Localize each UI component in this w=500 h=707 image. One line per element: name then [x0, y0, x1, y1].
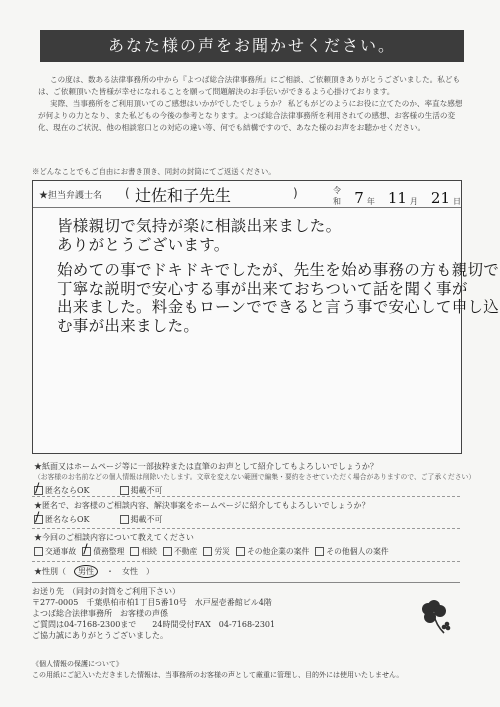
gender-label: ★性別（: [34, 567, 66, 576]
lawyer-label: ★担当弁護士名: [39, 191, 103, 201]
question-case-options: [34, 514, 370, 525]
category-other-corporate[interactable]: その他企業の案件: [236, 546, 309, 557]
category-traffic[interactable]: 交通事故: [34, 546, 76, 557]
privacy-section: [32, 659, 403, 681]
lawyer-name-handwritten: 辻佐和子先生: [135, 186, 232, 205]
footer-office: よつば総合法律事務所 お客様の声係: [32, 609, 168, 618]
checkbox[interactable]: [120, 486, 129, 495]
comment-box-header: [33, 181, 461, 208]
question-publish: [34, 461, 475, 496]
handwritten-comment: [57, 217, 500, 335]
intro-paragraph-1: この度は、数ある法律事務所の中から『よつば総合法律事務所』にご相談、ご依頼頂きありがとうございました。私どもは、ご依頼頂いた皆様が幸せになれることを願って問題解決のお手伝いができるよう心掛けております。: [38, 75, 461, 96]
clover-icon: [414, 597, 454, 637]
option-anonymous-ok[interactable]: / 匿名ならOK: [34, 514, 90, 525]
comment-line: 丁寧な説明で安心する事が出来ておちついて話を聞く事が: [57, 279, 468, 298]
comment-line: む事が出来ました。: [57, 316, 200, 335]
comment-line: ありがとうございます。: [57, 235, 230, 254]
privacy-text: この用紙にご記入いただきました情報は、当事務所のお客様の声として厳重に管理し、目的外には使用いたしません。: [32, 671, 404, 679]
category-options: [34, 546, 389, 557]
page-title: あなた様の声をお聞かせください。: [40, 30, 464, 62]
lawyer-paren-close: ): [293, 186, 298, 200]
question-case: [34, 500, 370, 525]
option-not-allowed[interactable]: 掲載不可: [120, 485, 163, 496]
gender-separator: ・: [106, 567, 114, 576]
footer-contact: [32, 586, 275, 641]
date-day: 21: [430, 189, 450, 207]
checkbox-checked[interactable]: [34, 486, 43, 495]
footer-address: 〒277-0005 千葉県柏市柏1丁目5番10号 水戸屋壱番館ビル4階: [32, 598, 272, 607]
category-debt[interactable]: / 債務整理: [82, 546, 124, 557]
intro-paragraph-2: 実際、当事務所をご利用頂いてのご感想はいかがでしたでしょうか？ 私どもがどのようにお役に立てたのか、率直な感想が何よりの力となり、また私どもの今後の参考となります。よつば総合法律事務所を利用されての感想、お客様の生活の変化、現在のご状況、他の相談窓口との対応の違い等、何でも結構ですので、あなた様のお声をお聴かせください。: [38, 99, 463, 132]
footer-phone: ご質問は04-7168-2300まで 24時間受付FAX 04-7168-2301: [32, 620, 276, 629]
gender-options: [34, 565, 154, 578]
category-real-estate[interactable]: 不動産: [163, 546, 197, 557]
question-case-title: ★匿名で、お客様のご相談内容、解決事案をホームページに紹介してもよろしいでしょうか？: [34, 501, 370, 510]
checkbox-checked[interactable]: [34, 515, 43, 524]
option-not-allowed[interactable]: 掲載不可: [120, 514, 163, 525]
comment-line: 皆様親切で気持が楽に相談出来ました。: [57, 217, 342, 235]
footer-thanks: ご協力誠にありがとうございました。: [32, 631, 168, 640]
category-other-personal[interactable]: その他個人の案件: [315, 546, 388, 557]
option-anonymous-ok[interactable]: / 匿名ならOK: [34, 485, 90, 496]
question-category: [34, 532, 389, 557]
date-field: [333, 185, 461, 207]
divider: [32, 561, 460, 562]
gender-female[interactable]: 女性: [122, 567, 138, 576]
question-publish-title: ★紙面又はホームページ等に一部抜粋または直筆のお声として紹介してもよろしいでしょうか？: [34, 462, 378, 471]
question-category-title: ★今回のご相談内容について教えてください: [34, 533, 194, 542]
question-gender: [34, 565, 154, 578]
date-year-unit: 年: [366, 197, 375, 206]
lawyer-paren-open: (: [125, 186, 130, 200]
comment-line: 出来ました。料金もローンでできると言う事で安心して申し込: [57, 298, 500, 316]
privacy-title: 《個人情報の保護について》: [32, 660, 123, 668]
comment-gap: [57, 254, 457, 261]
date-year: 7: [354, 189, 364, 207]
comment-box: [32, 180, 500, 454]
question-publish-sub: （お客様のお名前などの個人情報は削除いたします。文章を変えない範囲で編集・要約をさせていただく場合がありますので、ご了承ください）: [34, 473, 476, 481]
footer-divider: [32, 582, 460, 583]
gender-close: ）: [146, 567, 154, 576]
category-workplace[interactable]: 労災: [203, 546, 230, 557]
date-day-unit: 日: [453, 197, 461, 206]
intro-text: [38, 74, 468, 134]
checkbox[interactable]: [120, 515, 129, 524]
divider: [32, 528, 460, 529]
footer-send-to: お送り先 （同封の封筒をご利用下さい）: [32, 587, 180, 596]
comment-line: 始めての事でドキドキでしたが、先生を始め事務の方も親切で: [57, 261, 500, 279]
date-month: 11: [387, 189, 407, 207]
gender-male-selected[interactable]: 男性: [74, 565, 98, 578]
instruction-note: ※どんなことでもご自由にお書き頂き、同封の封筒にてご返送ください。: [32, 167, 276, 176]
category-inheritance[interactable]: 相続: [130, 546, 157, 557]
date-era: 令和: [333, 186, 341, 206]
question-publish-options: [34, 485, 475, 496]
divider: [32, 496, 460, 497]
date-month-unit: 月: [409, 197, 418, 206]
